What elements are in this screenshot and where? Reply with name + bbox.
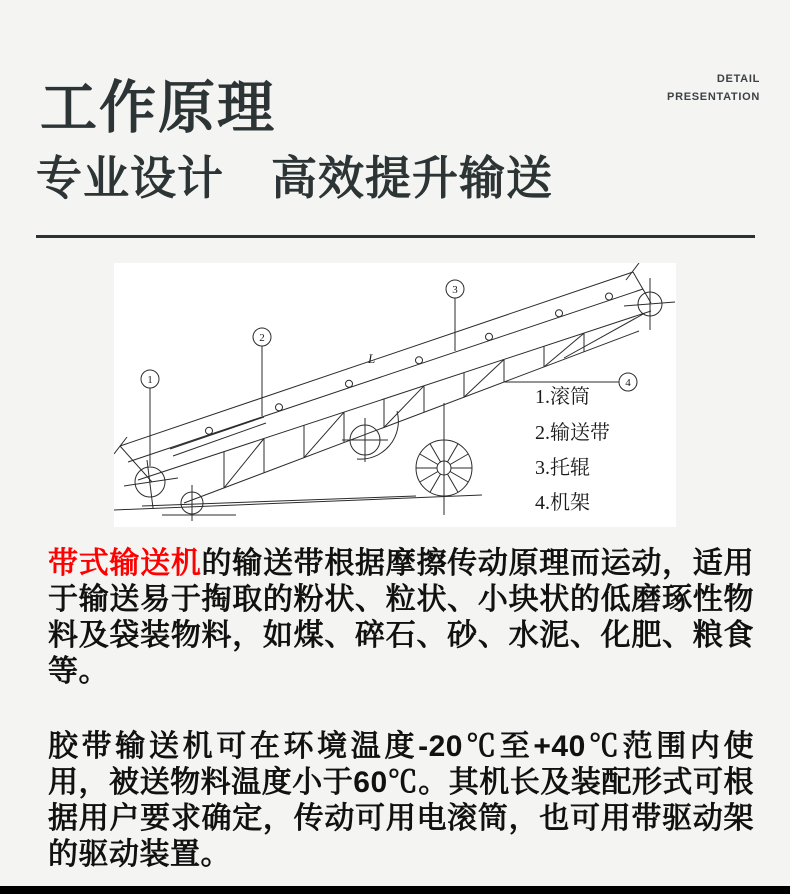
callout-1 xyxy=(141,370,159,466)
paragraph-working-principle xyxy=(48,546,754,690)
paragraph-specs: 胶带输送机可在环境温度-20℃至+40℃范围内使用，被送物料温度小于60℃。其机长及装配形式可根据用户要求确定，传动可用电滚筒，也可用带驱动架的驱动装置。 xyxy=(48,730,754,871)
detail-eyebrow xyxy=(667,70,760,106)
callout-3 xyxy=(446,280,464,351)
eyebrow-line-2: PRESENTATION xyxy=(667,91,760,103)
diagram-legend xyxy=(535,385,610,514)
callout-4-number: 4 xyxy=(625,377,631,389)
callout-3-number: 3 xyxy=(452,284,458,296)
page-subtitle: 专业设计 高效提升输送 xyxy=(36,152,553,204)
legend-item-idler: 3.托辊 xyxy=(535,457,590,479)
travel-wheel xyxy=(416,403,472,515)
conveyor-diagram xyxy=(114,263,676,527)
legend-item-belt: 2.输送带 xyxy=(535,422,610,444)
paragraph-working-principle-text: 的输送带根据摩擦传动原理而运动，适用于输送易于掏取的粉状、粒状、小块状的低磨琢性物料及袋装物料，如煤、碎石、砂、水泥、化肥、粮食等。 xyxy=(48,547,755,688)
callout-2-number: 2 xyxy=(259,332,265,344)
eyebrow-line-1: DETAIL xyxy=(716,73,760,85)
callout-1-number: 1 xyxy=(147,374,153,386)
drive-pulley xyxy=(342,411,398,462)
footer-bar xyxy=(0,886,790,894)
legend-item-frame: 4.机架 xyxy=(535,492,590,514)
belt-lines xyxy=(128,289,651,480)
page-title: 工作原理 xyxy=(40,76,276,140)
ground-line xyxy=(114,495,482,510)
dimension-line xyxy=(114,263,651,482)
head-pulley xyxy=(624,278,675,330)
dimension-label: L xyxy=(368,351,376,366)
conveyor-drawing-svg xyxy=(114,263,676,527)
brand-highlight: 带式输送机 xyxy=(48,547,202,580)
header-divider xyxy=(36,235,755,238)
callout-2 xyxy=(253,328,271,416)
legend-item-drum: 1.滚筒 xyxy=(535,386,590,408)
